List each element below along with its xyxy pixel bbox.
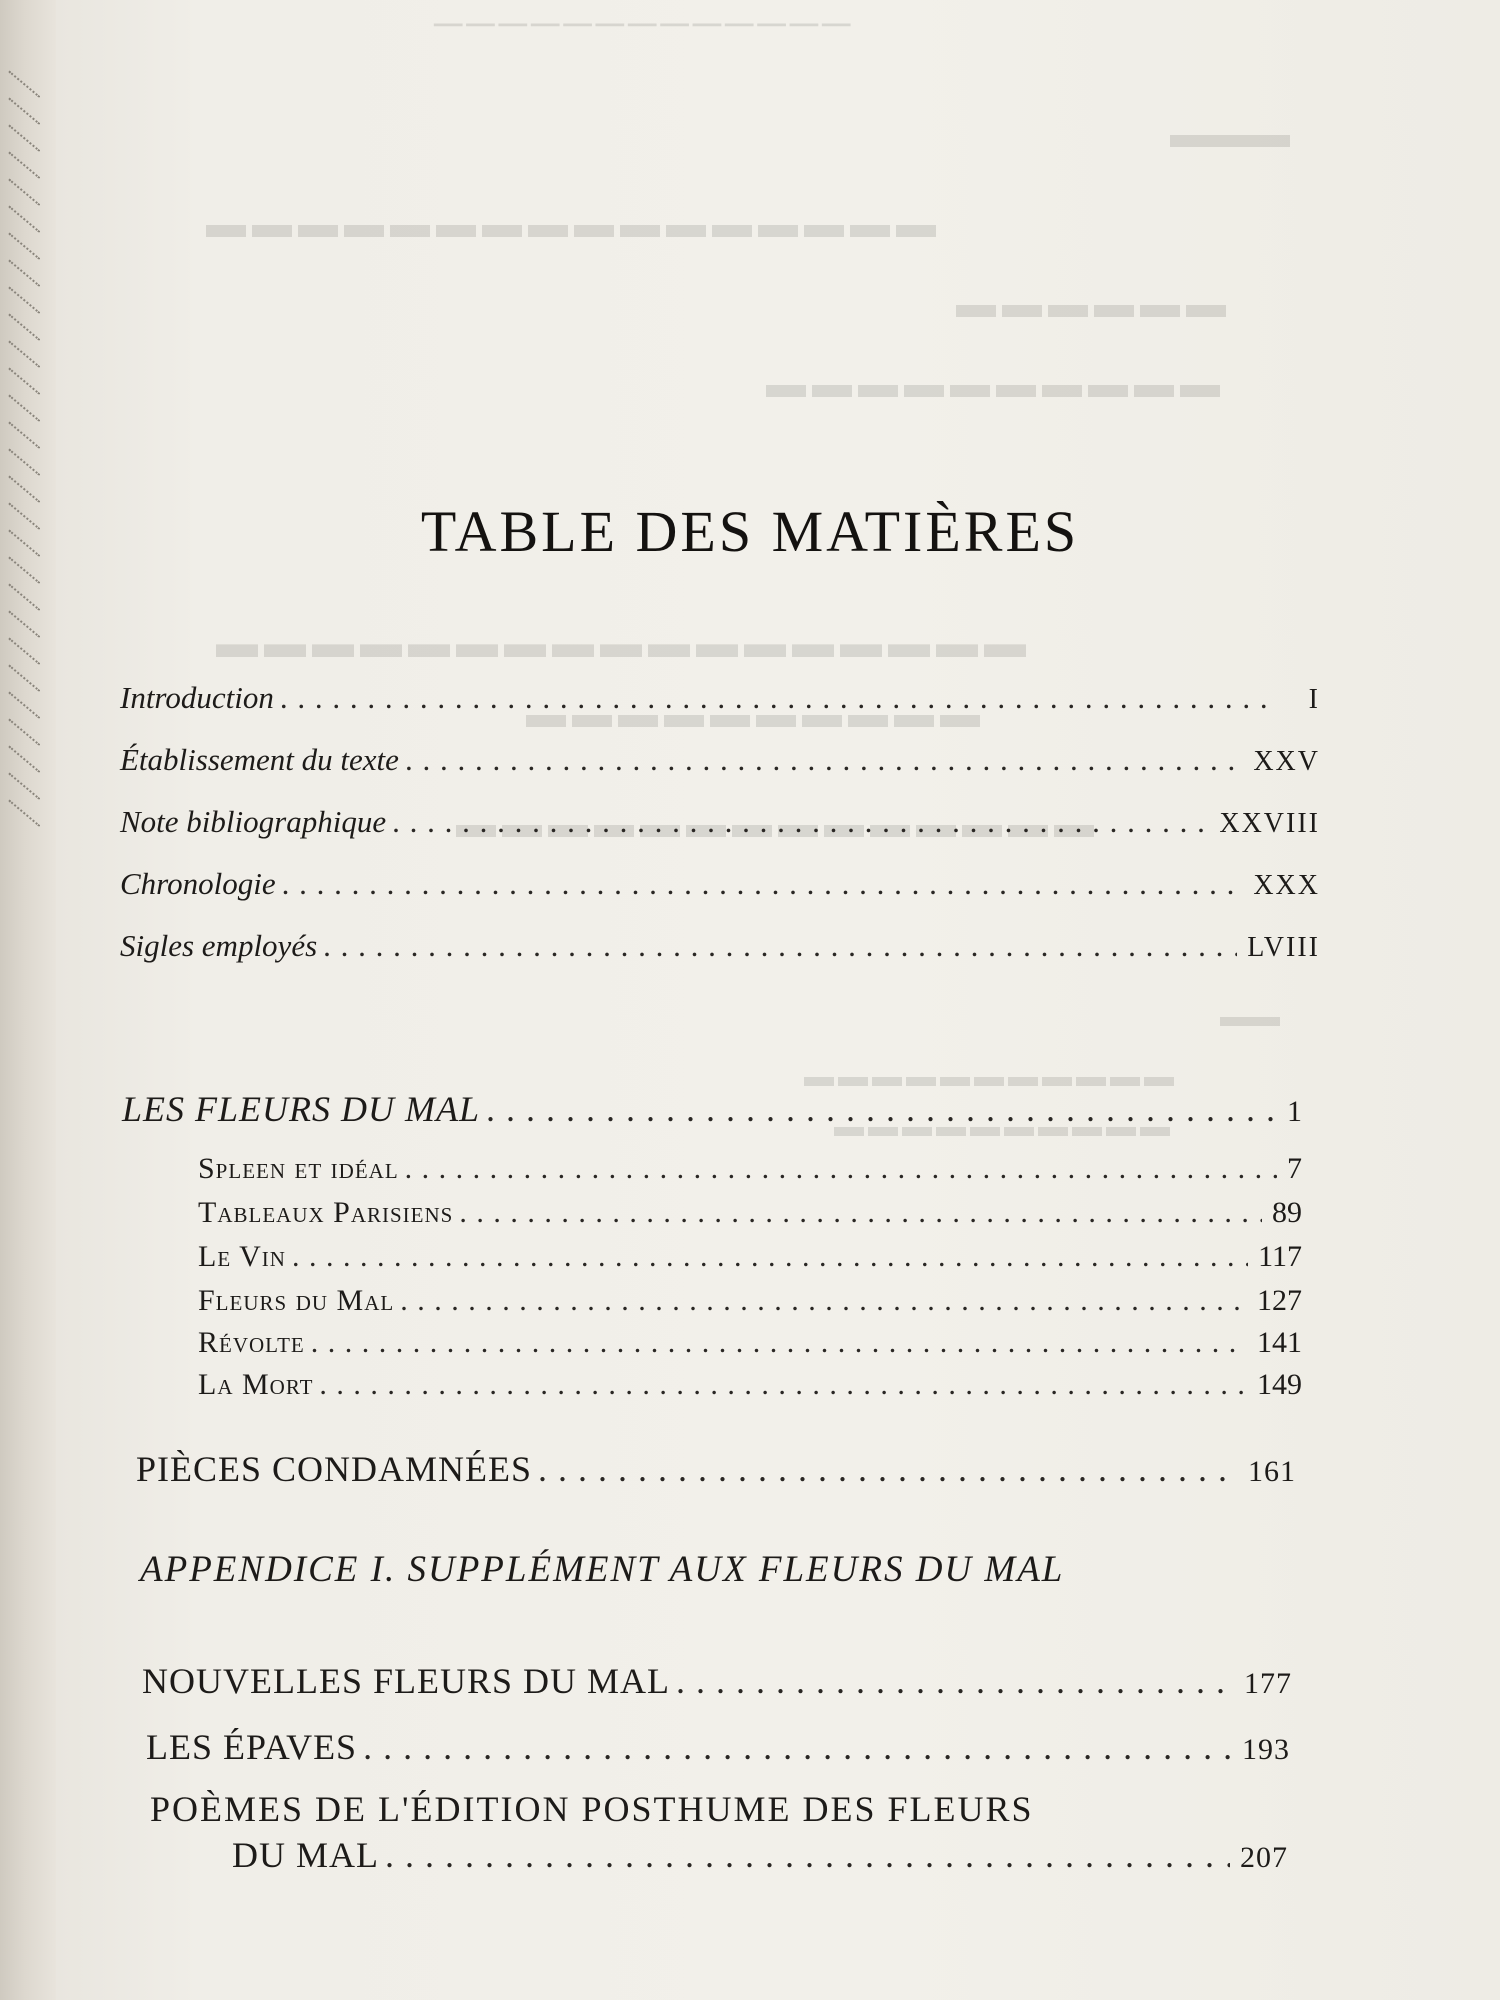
gutter-texture	[8, 70, 48, 826]
dot-leader	[405, 1152, 1277, 1186]
toc-entry-etablissement	[120, 742, 1320, 778]
toc-subentry-fleurs	[198, 1284, 1302, 1318]
toc-subentry-spleen	[198, 1152, 1302, 1186]
dot-leader	[405, 742, 1243, 778]
dot-leader	[292, 1240, 1248, 1274]
toc-entry-page: 177	[1244, 1667, 1292, 1700]
dot-leader	[363, 1726, 1232, 1768]
toc-entry-label: PIÈCES CONDAMNÉES	[136, 1449, 533, 1489]
toc-entry-epaves	[146, 1726, 1290, 1768]
toc-entry-label: Fleurs du Mal	[198, 1284, 395, 1317]
toc-entry-page: 89	[1272, 1196, 1302, 1229]
toc-entry-page: LVIII	[1247, 932, 1320, 963]
toc-entry-pieces-condamnees	[136, 1448, 1296, 1490]
toc-entry-label: Sigles employés	[120, 928, 318, 963]
toc-entry-label: Introduction	[120, 680, 274, 715]
toc-entry-page: 117	[1258, 1240, 1302, 1273]
toc-entry-label: LES FLEURS DU MAL	[122, 1089, 480, 1129]
toc-subentry-tableaux	[198, 1196, 1302, 1230]
dot-leader	[319, 1368, 1247, 1402]
toc-entry-page: 149	[1257, 1368, 1302, 1401]
toc-entry-label: Note bibliographique	[120, 804, 387, 839]
toc-entry-label: DU MAL	[232, 1835, 379, 1875]
dot-leader	[392, 804, 1209, 840]
toc-entry-page: XXVIII	[1219, 808, 1320, 839]
toc-entry-page: 7	[1287, 1152, 1302, 1185]
toc-entry-introduction	[120, 680, 1320, 716]
page-title: TABLE DES MATIÈRES	[420, 499, 1080, 564]
toc-entry-posthume-line1: POÈMES DE L'ÉDITION POSTHUME DES FLEURS	[150, 1789, 1034, 1829]
toc-entry-page: 193	[1242, 1733, 1290, 1766]
toc-entry-nouvelles-fleurs	[142, 1660, 1292, 1702]
toc-entry-label: Révolte	[198, 1326, 305, 1359]
dot-leader	[676, 1660, 1234, 1702]
dot-leader	[538, 1448, 1238, 1490]
dot-leader	[459, 1196, 1262, 1230]
toc-entry-label: Spleen et idéal	[198, 1152, 399, 1185]
toc-entry-page: 141	[1257, 1326, 1302, 1359]
appendix-heading: APPENDICE I. SUPPLÉMENT AUX FLEURS DU MAL	[140, 1549, 1065, 1590]
toc-entry-label: NOUVELLES FLEURS DU MAL	[142, 1661, 671, 1701]
toc-entry-page: XXX	[1253, 870, 1320, 901]
book-gutter	[0, 0, 57, 2000]
toc-entry-page: 127	[1257, 1284, 1302, 1317]
toc-entry-page: 1	[1287, 1095, 1302, 1128]
toc-entry-label: Chronologie	[120, 866, 276, 901]
toc-entry-fleurs-du-mal	[122, 1088, 1302, 1130]
toc-entry-label: Établissement du texte	[120, 742, 399, 777]
toc-entry-chronologie	[120, 866, 1320, 902]
toc-subentry-revolte	[198, 1326, 1302, 1360]
toc-entry-page: I	[1308, 684, 1320, 715]
dot-leader	[486, 1088, 1277, 1130]
toc-entry-sigles	[120, 928, 1320, 964]
toc-entry-label: LES ÉPAVES	[146, 1727, 358, 1767]
dot-leader	[311, 1326, 1247, 1360]
dot-leader	[400, 1284, 1247, 1318]
toc-entry-label: Tableaux Parisiens	[198, 1196, 454, 1229]
dot-leader	[280, 680, 1270, 716]
toc-subentry-vin	[198, 1240, 1302, 1274]
toc-subentry-mort	[198, 1368, 1302, 1402]
toc-entry-label: La Mort	[198, 1368, 314, 1401]
toc-entry-page: 207	[1240, 1841, 1288, 1874]
toc-entry-posthume	[232, 1834, 1288, 1876]
toc-entry-label: Le Vin	[198, 1240, 286, 1273]
toc-entry-note-bibliographique	[120, 804, 1320, 840]
dot-leader	[282, 866, 1244, 902]
toc-entry-page: XXV	[1253, 746, 1320, 777]
toc-entry-page: 161	[1248, 1455, 1296, 1488]
dot-leader	[385, 1834, 1230, 1876]
dot-leader	[323, 928, 1237, 964]
